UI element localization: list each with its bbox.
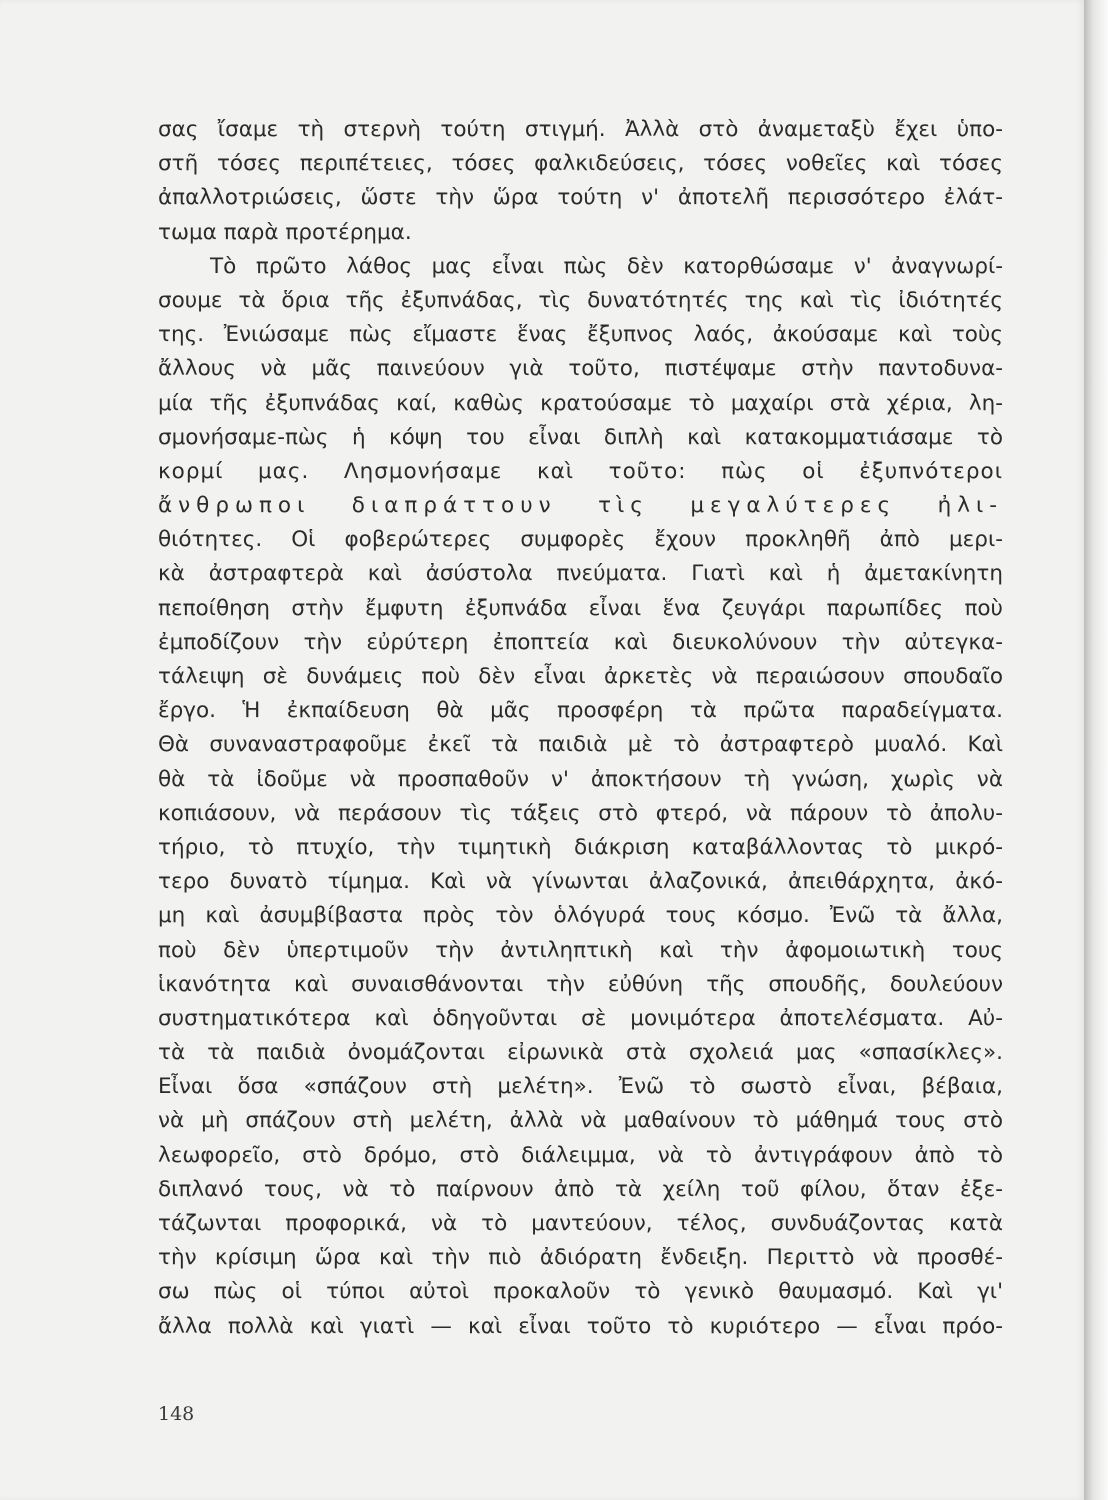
- text-line: μη καὶ ἀσυμβίβαστα πρὸς τὸν ὁλόγυρά τους κόσμο. Ἐνῶ τὰ ἄλλα,: [158, 903, 1003, 929]
- text-line: ἔργο. Ἡ ἐκπαίδευση θὰ μᾶς προσφέρη τὰ πρῶτα παραδείγματα.: [158, 698, 1003, 724]
- text-line: τάλειψη σὲ δυνάμεις ποὺ δὲν εἶναι ἀρκετὲς νὰ περαιώσουν σπουδαῖο: [158, 664, 1003, 689]
- text-line: τάζωνται προφορικά, νὰ τὸ μαντεύουν, τέλος, συνδυάζοντας κατὰ: [158, 1211, 1003, 1236]
- text-line: σω πὼς οἱ τύποι αὐτοὶ προκαλοῦν τὸ γενικὸ θαυμασμό. Καὶ γι': [158, 1279, 1003, 1305]
- text-line: της. Ἐνιώσαμε πὼς εἴμαστε ἕνας ἔξυπνος λαός, ἀκούσαμε καὶ τοὺς: [158, 322, 1003, 348]
- text-line: νὰ μὴ σπάζουν στὴ μελέτη, ἀλλὰ νὰ μαθαίνουν τὸ μάθημά τους στὸ: [158, 1108, 1003, 1134]
- text-line: ἄλλους νὰ μᾶς παινεύουν γιὰ τοῦτο, πιστέψαμε στὴν παντοδυνα-: [158, 356, 1003, 382]
- text-line: λεωφορεῖο, στὸ δρόμο, στὸ διάλειμμα, νὰ τὸ ἀντιγράφουν ἀπὸ τὸ: [158, 1142, 1003, 1168]
- text-line: σμονήσαμε-πὼς ἡ κόψη του εἶναι διπλὴ καὶ κατακομματιάσαμε τὸ: [158, 424, 1003, 450]
- text-line: τὴν κρίσιμη ὥρα καὶ τὴν πιὸ ἀδιόρατη ἔνδειξη. Περιττὸ νὰ προσθέ-: [158, 1245, 1003, 1271]
- text-line: κὰ ἀστραφτερὰ καὶ ἀσύστολα πνεύματα. Γιατὶ καὶ ἡ ἀμετακίνητη: [158, 561, 1003, 587]
- text-line: Τὸ πρῶτο λάθος μας εἶναι πὼς δὲν κατορθώσαμε ν' ἀναγνωρί-: [210, 253, 1003, 279]
- text-line: συστηματικότερα καὶ ὁδηγοῦνται σὲ μονιμότερα ἀποτελέσματα. Αὐ-: [158, 1005, 1003, 1031]
- page-number: 148: [158, 1403, 195, 1425]
- text-line: Εἶναι ὅσα «σπάζουν στὴ μελέτη». Ἐνῶ τὸ σωστὸ εἶναι, βέβαια,: [158, 1074, 1003, 1100]
- text-line: ἄνθρωποι διαπράττουν τὶς μεγαλύτερες ἠλι-: [158, 493, 1003, 519]
- text-line: ἐμποδίζουν τὴν εὐρύτερη ἐποπτεία καὶ διευκολύνουν τὴν αὐτεγκα-: [158, 629, 1003, 655]
- text-line: ἄλλα πολλὰ καὶ γιατὶ — καὶ εἶναι τοῦτο τὸ κυριότερο — εἶναι πρόο-: [158, 1313, 1003, 1339]
- text-line: κοπιάσουν, νὰ περάσουν τὶς τάξεις στὸ φτερό, νὰ πάρουν τὸ ἀπολυ-: [158, 800, 1003, 826]
- text-line: ἱκανότητα καὶ συναισθάνονται τὴν εὐθύνη τῆς σπουδῆς, δουλεύουν: [158, 971, 1003, 997]
- text-line: σουμε τὰ ὅρια τῆς ἐξυπνάδας, τὶς δυνατότητές της καὶ τὶς ἰδιότητές: [158, 287, 1003, 313]
- text-line: τήριο, τὸ πτυχίο, τὴν τιμητικὴ διάκριση καταβάλλοντας τὸ μικρό-: [158, 834, 1003, 860]
- text-line: θὰ τὰ ἰδοῦμε νὰ προσπαθοῦν ν' ἀποκτήσουν τὴ γνώση, χωρὶς νὰ: [158, 766, 1003, 792]
- text-line: σας ἴσαμε τὴ στερνὴ τούτη στιγμή. Ἀλλὰ στὸ ἀναμεταξὺ ἔχει ὑπο-: [158, 117, 1003, 142]
- text-line: διπλανό τους, νὰ τὸ παίρνουν ἀπὸ τὰ χείλη τοῦ φίλου, ὅταν ἐξε-: [158, 1176, 1003, 1202]
- text-line: στῆ τόσες περιπέτειες, τόσες φαλκιδεύσεις, τόσες νοθεῖες καὶ τόσες: [158, 151, 1003, 177]
- text-line: πεποίθηση στὴν ἔμφυτη ἐξυπνάδα εἶναι ἕνα ζευγάρι παρωπίδες ποὺ: [158, 595, 1003, 621]
- page-edge: [1084, 0, 1108, 1500]
- text-line: κορμί μας. Λησμονήσαμε καὶ τοῦτο: πὼς οἱ ἐξυπνότεροι: [158, 458, 1003, 484]
- body-text: [158, 113, 1003, 1344]
- text-line: τωμα παρὰ προτέρημα.: [158, 219, 412, 245]
- text-line: Θὰ συναναστραφοῦμε ἐκεῖ τὰ παιδιὰ μὲ τὸ ἀστραφτερὸ μυαλό. Καὶ: [158, 732, 1003, 758]
- text-line: ἀπαλλοτριώσεις, ὥστε τὴν ὥρα τούτη ν' ἀποτελῆ περισσότερο ἐλάτ-: [158, 185, 1003, 211]
- text-line: τὰ τὰ παιδιὰ ὀνομάζονται εἰρωνικὰ στὰ σχολειά μας «σπασίκλες».: [158, 1040, 1003, 1066]
- text-line: θιότητες. Οἱ φοβερώτερες συμφορὲς ἔχουν προκληθῆ ἀπὸ μερι-: [158, 527, 1003, 553]
- text-line: μία τῆς ἐξυπνάδας καί, καθὼς κρατούσαμε τὸ μαχαίρι στὰ χέρια, λη-: [158, 390, 1003, 416]
- text-line: τερο δυνατὸ τίμημα. Καὶ νὰ γίνωνται ἀλαζονικά, ἀπειθάρχητα, ἀκό-: [158, 869, 1003, 895]
- text-line: ποὺ δὲν ὑπερτιμοῦν τὴν ἀντιληπτικὴ καὶ τὴν ἀφομοιωτικὴ τους: [158, 937, 1003, 963]
